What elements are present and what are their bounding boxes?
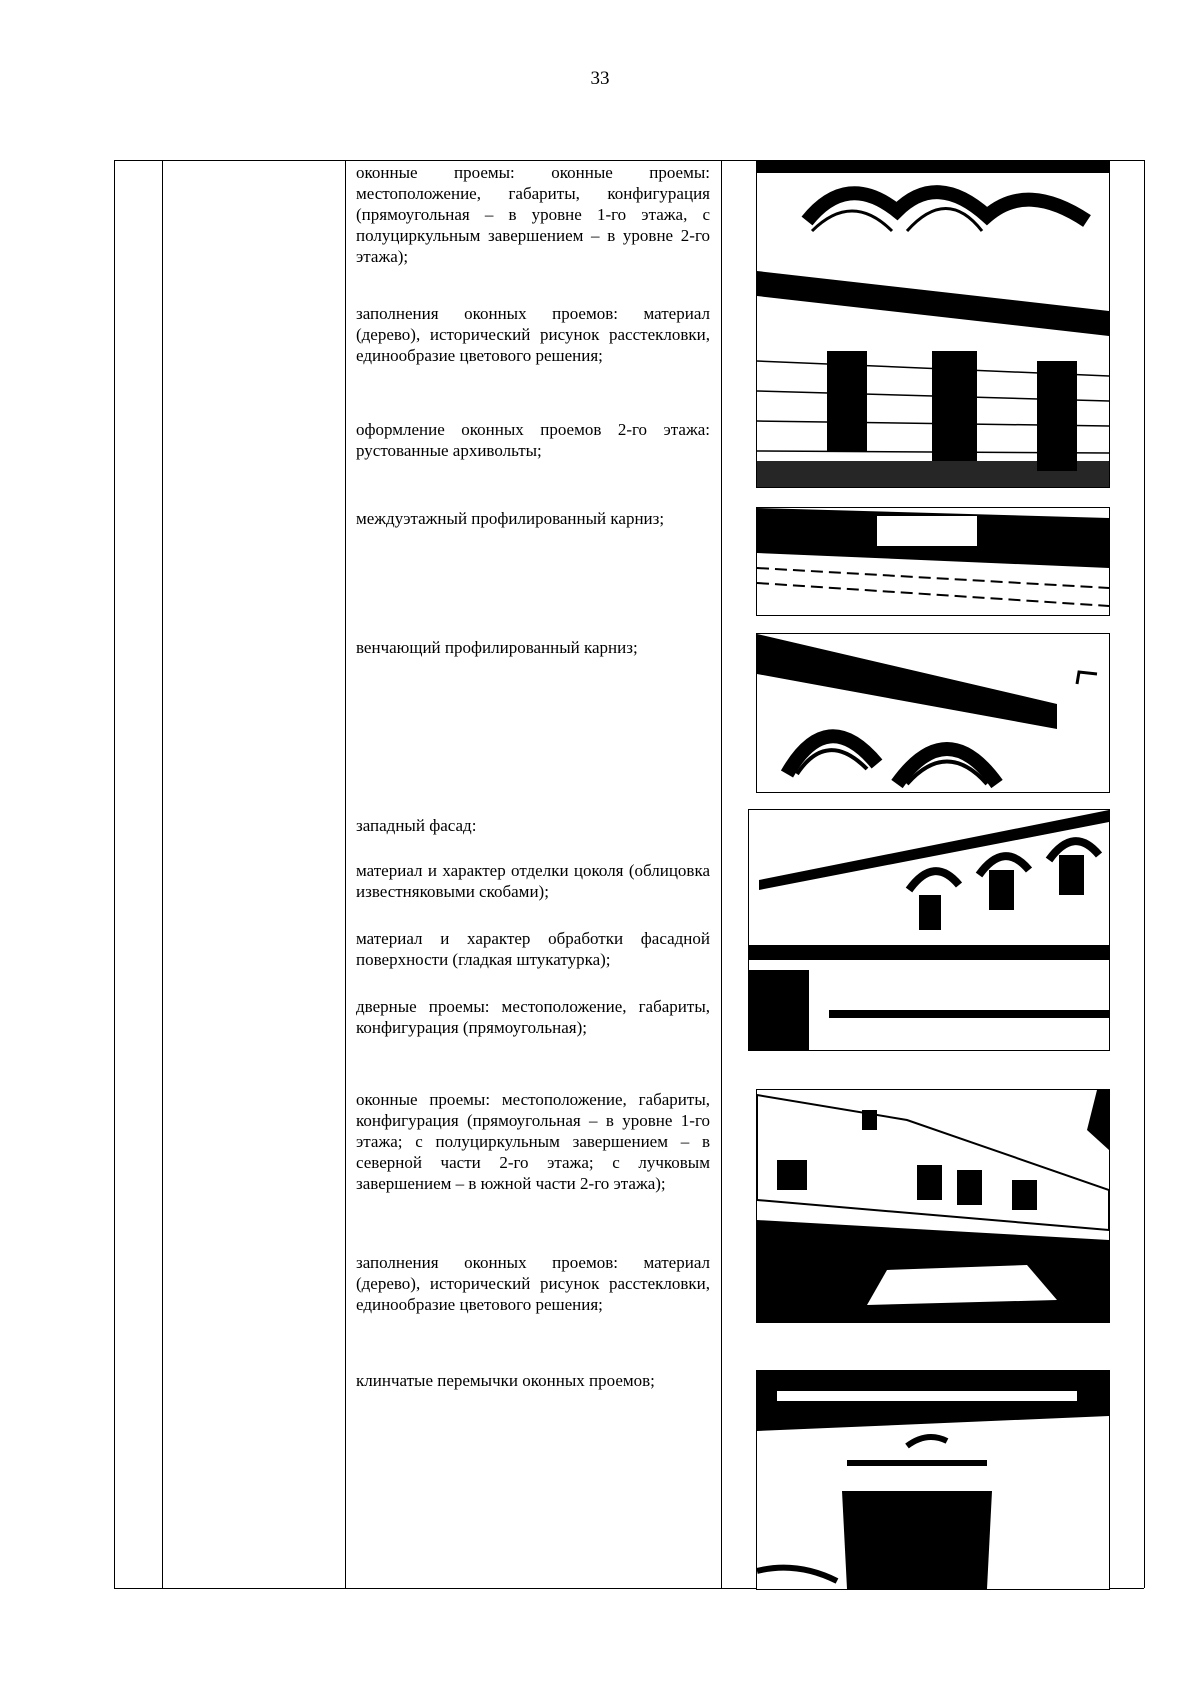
table-column-border-1	[114, 160, 115, 1588]
photo-wedge-lintels	[756, 1370, 1110, 1590]
paragraph-windows: оконные проемы: оконные проемы: местоположение, габариты, конфигурация (прямоугольная – в уровне 1-го этажа, с полуциркульным завершением – в уровне 2-го этажа);	[356, 163, 710, 266]
paragraph-facade-surface: материал и характер обработки фасадной поверхности (гладкая штукатурка);	[356, 929, 710, 969]
page-number: 33	[590, 68, 610, 89]
photo-crowning-cornice	[756, 633, 1110, 793]
paragraph-plinth: материал и характер отделки цоколя (облицовка известняковыми скобами);	[356, 861, 710, 901]
paragraph-window-fillings: заполнения оконных проемов: материал (дерево), исторический рисунок расстекловки, единообразие цветового решения;	[356, 304, 710, 365]
paragraph-window-decoration: оформление оконных проемов 2-го этажа: рустованные архивольты;	[356, 420, 710, 460]
photo-window-openings	[756, 160, 1110, 488]
paragraph-door-openings: дверные проемы: местоположение, габариты, конфигурация (прямоугольная);	[356, 997, 710, 1037]
paragraph-wedge-lintels: клинчатые перемычки оконных проемов;	[356, 1371, 655, 1390]
table-column-border-3	[345, 160, 346, 1588]
table-column-border-2	[162, 160, 163, 1588]
table-column-border-4	[721, 160, 722, 1588]
photo-interfloor-cornice	[756, 507, 1110, 616]
paragraph-window-openings-west: оконные проемы: местоположение, габариты, конфигурация (прямоугольная – в уровне 1-го этажа; с полуциркульным завершением – в северной части 2-го этажа; с лучковым завершением – в южной части 2-го этажа);	[356, 1090, 710, 1193]
paragraph-crowning-cornice: венчающий профилированный карниз;	[356, 638, 638, 657]
photo-west-facade	[748, 809, 1110, 1051]
table-column-border-5	[1144, 160, 1145, 1588]
photo-west-facade-windows	[756, 1089, 1110, 1323]
paragraph-window-fillings-west: заполнения оконных проемов: материал (дерево), исторический рисунок расстекловки, единообразие цветового решения;	[356, 1253, 710, 1314]
paragraph-interfloor-cornice: междуэтажный профилированный карниз;	[356, 509, 665, 528]
paragraph-west-facade: западный фасад:	[356, 816, 477, 835]
